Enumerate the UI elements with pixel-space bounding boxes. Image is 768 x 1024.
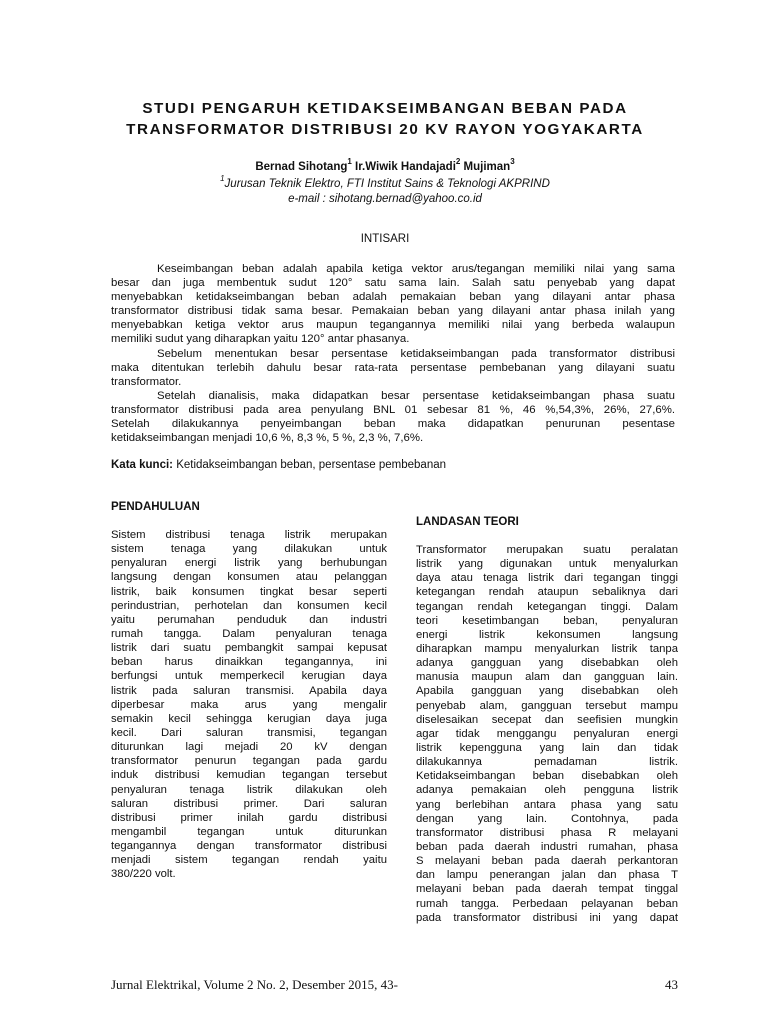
landasan-teori-body	[416, 543, 678, 925]
landasan-line: dan lampu penerangan jalan dan phasa T	[416, 869, 678, 882]
abstract-line: besar dan juga membentuk sudut 120° satu sama lain. Salah satu penyebab yang dapat	[111, 277, 675, 290]
pendahuluan-line: diperbesar maka arus yang mengalir	[111, 698, 387, 711]
landasan-line: energi listrik kekonsumen langsung	[416, 628, 678, 641]
author-list	[90, 157, 680, 173]
landasan-line: pada transformator distribusi ini yang dapat	[416, 911, 678, 924]
abstract-line: Setelah dilakukannya penyeimbangan beban maka didapatkan penurunan pesentase	[111, 418, 675, 431]
author-3-sup: 3	[510, 157, 515, 167]
pendahuluan-line: kecil. Dari saluran transmisi, tegangan	[111, 726, 387, 739]
abstract-line: menyebabkan ketidakseimbangan beban adalah pemakaian beban yang dilayani antar phasa	[111, 291, 675, 304]
pendahuluan-line: rumah tangga. Dalam penyaluran tenaga	[111, 627, 387, 640]
pendahuluan-line: berfungsi untuk memperkecil kerugian daya	[111, 670, 387, 683]
affiliation	[90, 174, 680, 190]
pendahuluan-line: diturunkan lagi mejadi 20 kV dengan	[111, 741, 387, 754]
pendahuluan-line: penyaluran tenaga listrik dilakukan oleh	[111, 783, 387, 796]
keywords-label: Kata kunci:	[111, 459, 173, 471]
landasan-line: manusia maupun alam dan gangguan lain.	[416, 671, 678, 684]
pendahuluan-line: sistem tenaga yang dilakukan untuk	[111, 543, 387, 556]
title-line-1: STUDI PENGARUH KETIDAKSEIMBANGAN BEBAN PADA	[142, 100, 628, 117]
title-line-2: TRANSFORMATOR DISTRIBUSI 20 KV RAYON YOGYAKARTA	[126, 121, 644, 138]
pendahuluan-line: listrik, baik konsumen tingkat besar seperti	[111, 585, 387, 598]
abstract-line: Sebelum menentukan besar persentase ketidakseimbangan pada transformator distribusi	[157, 347, 675, 360]
pendahuluan-line: saluran distribusi primer. Dari saluran	[111, 797, 387, 810]
landasan-line: teori kesetimbangan beban, penyaluran	[416, 614, 678, 627]
affiliation-sup: 1	[220, 174, 225, 184]
abstract-heading: INTISARI	[360, 233, 410, 245]
author-1-sup: 1	[347, 157, 352, 167]
landasan-line: dilakukannya pemadaman listrik.	[416, 756, 678, 769]
affiliation-text: Jurusan Teknik Elektro, FTI Institut Sains & Teknologi AKPRIND	[224, 178, 550, 190]
abstract-line: maka ditentukan terlebih dahulu besar rata-rata persentase pembebanan yang dilayani suatu	[111, 361, 675, 374]
author-2: Ir.Wiwik Handajadi	[351, 161, 456, 173]
pendahuluan-line: semakin kecil sehingga kerugian daya juga	[111, 712, 387, 725]
pendahuluan-line: listrik pada saluran transmisi. Apabila daya	[111, 684, 387, 697]
pendahuluan-line: yaitu perumahan penduduk dan industri	[111, 613, 387, 626]
section-heading-pendahuluan: PENDAHULUAN	[111, 501, 200, 513]
landasan-line: Ketidakseimbangan beban disebabkan oleh	[416, 770, 678, 783]
abstract-line: menyebabkan ketiga vektor arus maupun tegangannya memiliki nilai yang berbeda walaupun	[111, 319, 675, 332]
landasan-line: ketegangan rendah ataupun sebaliknya dari	[416, 586, 678, 599]
landasan-line: daya atau tenaga listrik dari tegangan tinggi	[416, 572, 678, 585]
landasan-line: listrik yang digunakan untuk menyalurkan	[416, 558, 678, 571]
landasan-line: S melayani beban pada daerah perkantoran	[416, 855, 678, 868]
landasan-line: Transformator merupakan suatu peralatan	[416, 544, 678, 556]
author-email: e-mail : sihotang.bernad@yahoo.co.id	[288, 193, 482, 205]
author-2-sup: 2	[455, 157, 461, 167]
pendahuluan-line: penyaluran energi listrik yang berhubungan	[111, 557, 387, 570]
paper-title	[90, 98, 680, 140]
author-3: Mujiman	[460, 161, 511, 173]
abstract-line: Keseimbangan beban adalah apabila ketiga vektor arus/tegangan memiliki nilai yang sama	[157, 263, 675, 275]
abstract-body	[111, 262, 675, 445]
keywords-text: Ketidakseimbangan beban, persentase pembebanan	[173, 459, 447, 471]
landasan-line: listrik kepengguna yang lain dan tidak	[416, 741, 678, 754]
abstract-line: transformator distribusi pada area penyulang BNL 01 sebesar 81 %, 46 %,54,3%, 26%, 27,6%.	[111, 403, 675, 416]
abstract-line: transformator distribusi tidak sama besar. Pemakaian beban yang dilayani antar phasa inilah yang	[111, 305, 675, 318]
keywords	[111, 459, 675, 471]
pendahuluan-line: menjadi sistem tegangan rendah yaitu	[111, 854, 387, 867]
landasan-line: tegangan rendah ketegangan tinggi. Dalam	[416, 600, 678, 613]
landasan-line: diharapkan mampu menyalurkan listrik tanpa	[416, 642, 678, 655]
abstract-line: memiliki sudut yang diharapkan yaitu 120° antar phasanya.	[111, 333, 410, 346]
landasan-line: beban pada daerah industri rumahan, phasa	[416, 840, 678, 853]
landasan-line: dengan yang lain. Contohnya, pada	[416, 812, 678, 825]
page-number: 43	[665, 977, 678, 992]
landasan-line: yang berlebihan antara phasa yang satu	[416, 798, 678, 811]
pendahuluan-line: beban harus dinaikkan tegangannya, ini	[111, 656, 387, 669]
landasan-line: transformator distribusi phasa R melayani	[416, 826, 678, 839]
pendahuluan-line: induk distribusi kemudian tegangan tersebut	[111, 769, 387, 782]
landasan-line: diselesaikan secepat dan seefisien mungkin	[416, 713, 678, 726]
pendahuluan-line: tegangannya dengan transformator distribusi	[111, 840, 387, 853]
footer-journal: Jurnal Elektrikal, Volume 2 No. 2, Desember 2015, 43-	[111, 977, 398, 992]
section-heading-landasan-teori: LANDASAN TEORI	[416, 516, 519, 528]
pendahuluan-line: perindustrian, perhotelan dan konsumen kecil	[111, 599, 387, 612]
pendahuluan-line: langsung dengan konsumen atau pelanggan	[111, 571, 387, 584]
abstract-line: ketidakseimbangan menjadi 10,6 %, 8,3 %, 5 %, 2,3 %, 7,6%.	[111, 432, 424, 445]
pendahuluan-line: 380/220 volt.	[111, 868, 176, 881]
landasan-line: Apabila gangguan yang disebabkan oleh	[416, 685, 678, 698]
pendahuluan-body	[111, 528, 387, 882]
landasan-line: melayani beban pada daerah tempat tinggal	[416, 883, 678, 896]
pendahuluan-line: Sistem distribusi tenaga listrik merupakan	[111, 529, 387, 541]
landasan-line: penyebab alam, gangguan tersebut mampu	[416, 699, 678, 712]
author-1: Bernad Sihotang	[255, 161, 348, 173]
landasan-line: rumah tangga. Perbedaan pelayanan beban	[416, 897, 678, 910]
landasan-line: adanya pemakaian oleh pengguna listrik	[416, 784, 678, 797]
pendahuluan-line: distribusi primer inilah gardu distribusi	[111, 811, 387, 824]
landasan-line: agar tidak menggangu penyaluran energi	[416, 727, 678, 740]
pendahuluan-line: mengambil tegangan untuk diturunkan	[111, 825, 387, 838]
abstract-line: Setelah dianalisis, maka didapatkan besar persentase ketidakseimbangan phasa suatu	[157, 389, 675, 402]
pendahuluan-line: listrik dari suatu pembangkit sampai kepusat	[111, 642, 387, 655]
pendahuluan-line: transformator penurun tegangan pada gardu	[111, 755, 387, 768]
abstract-line: transformator.	[111, 375, 182, 388]
landasan-line: adanya gangguan yang disebabkan oleh	[416, 657, 678, 670]
